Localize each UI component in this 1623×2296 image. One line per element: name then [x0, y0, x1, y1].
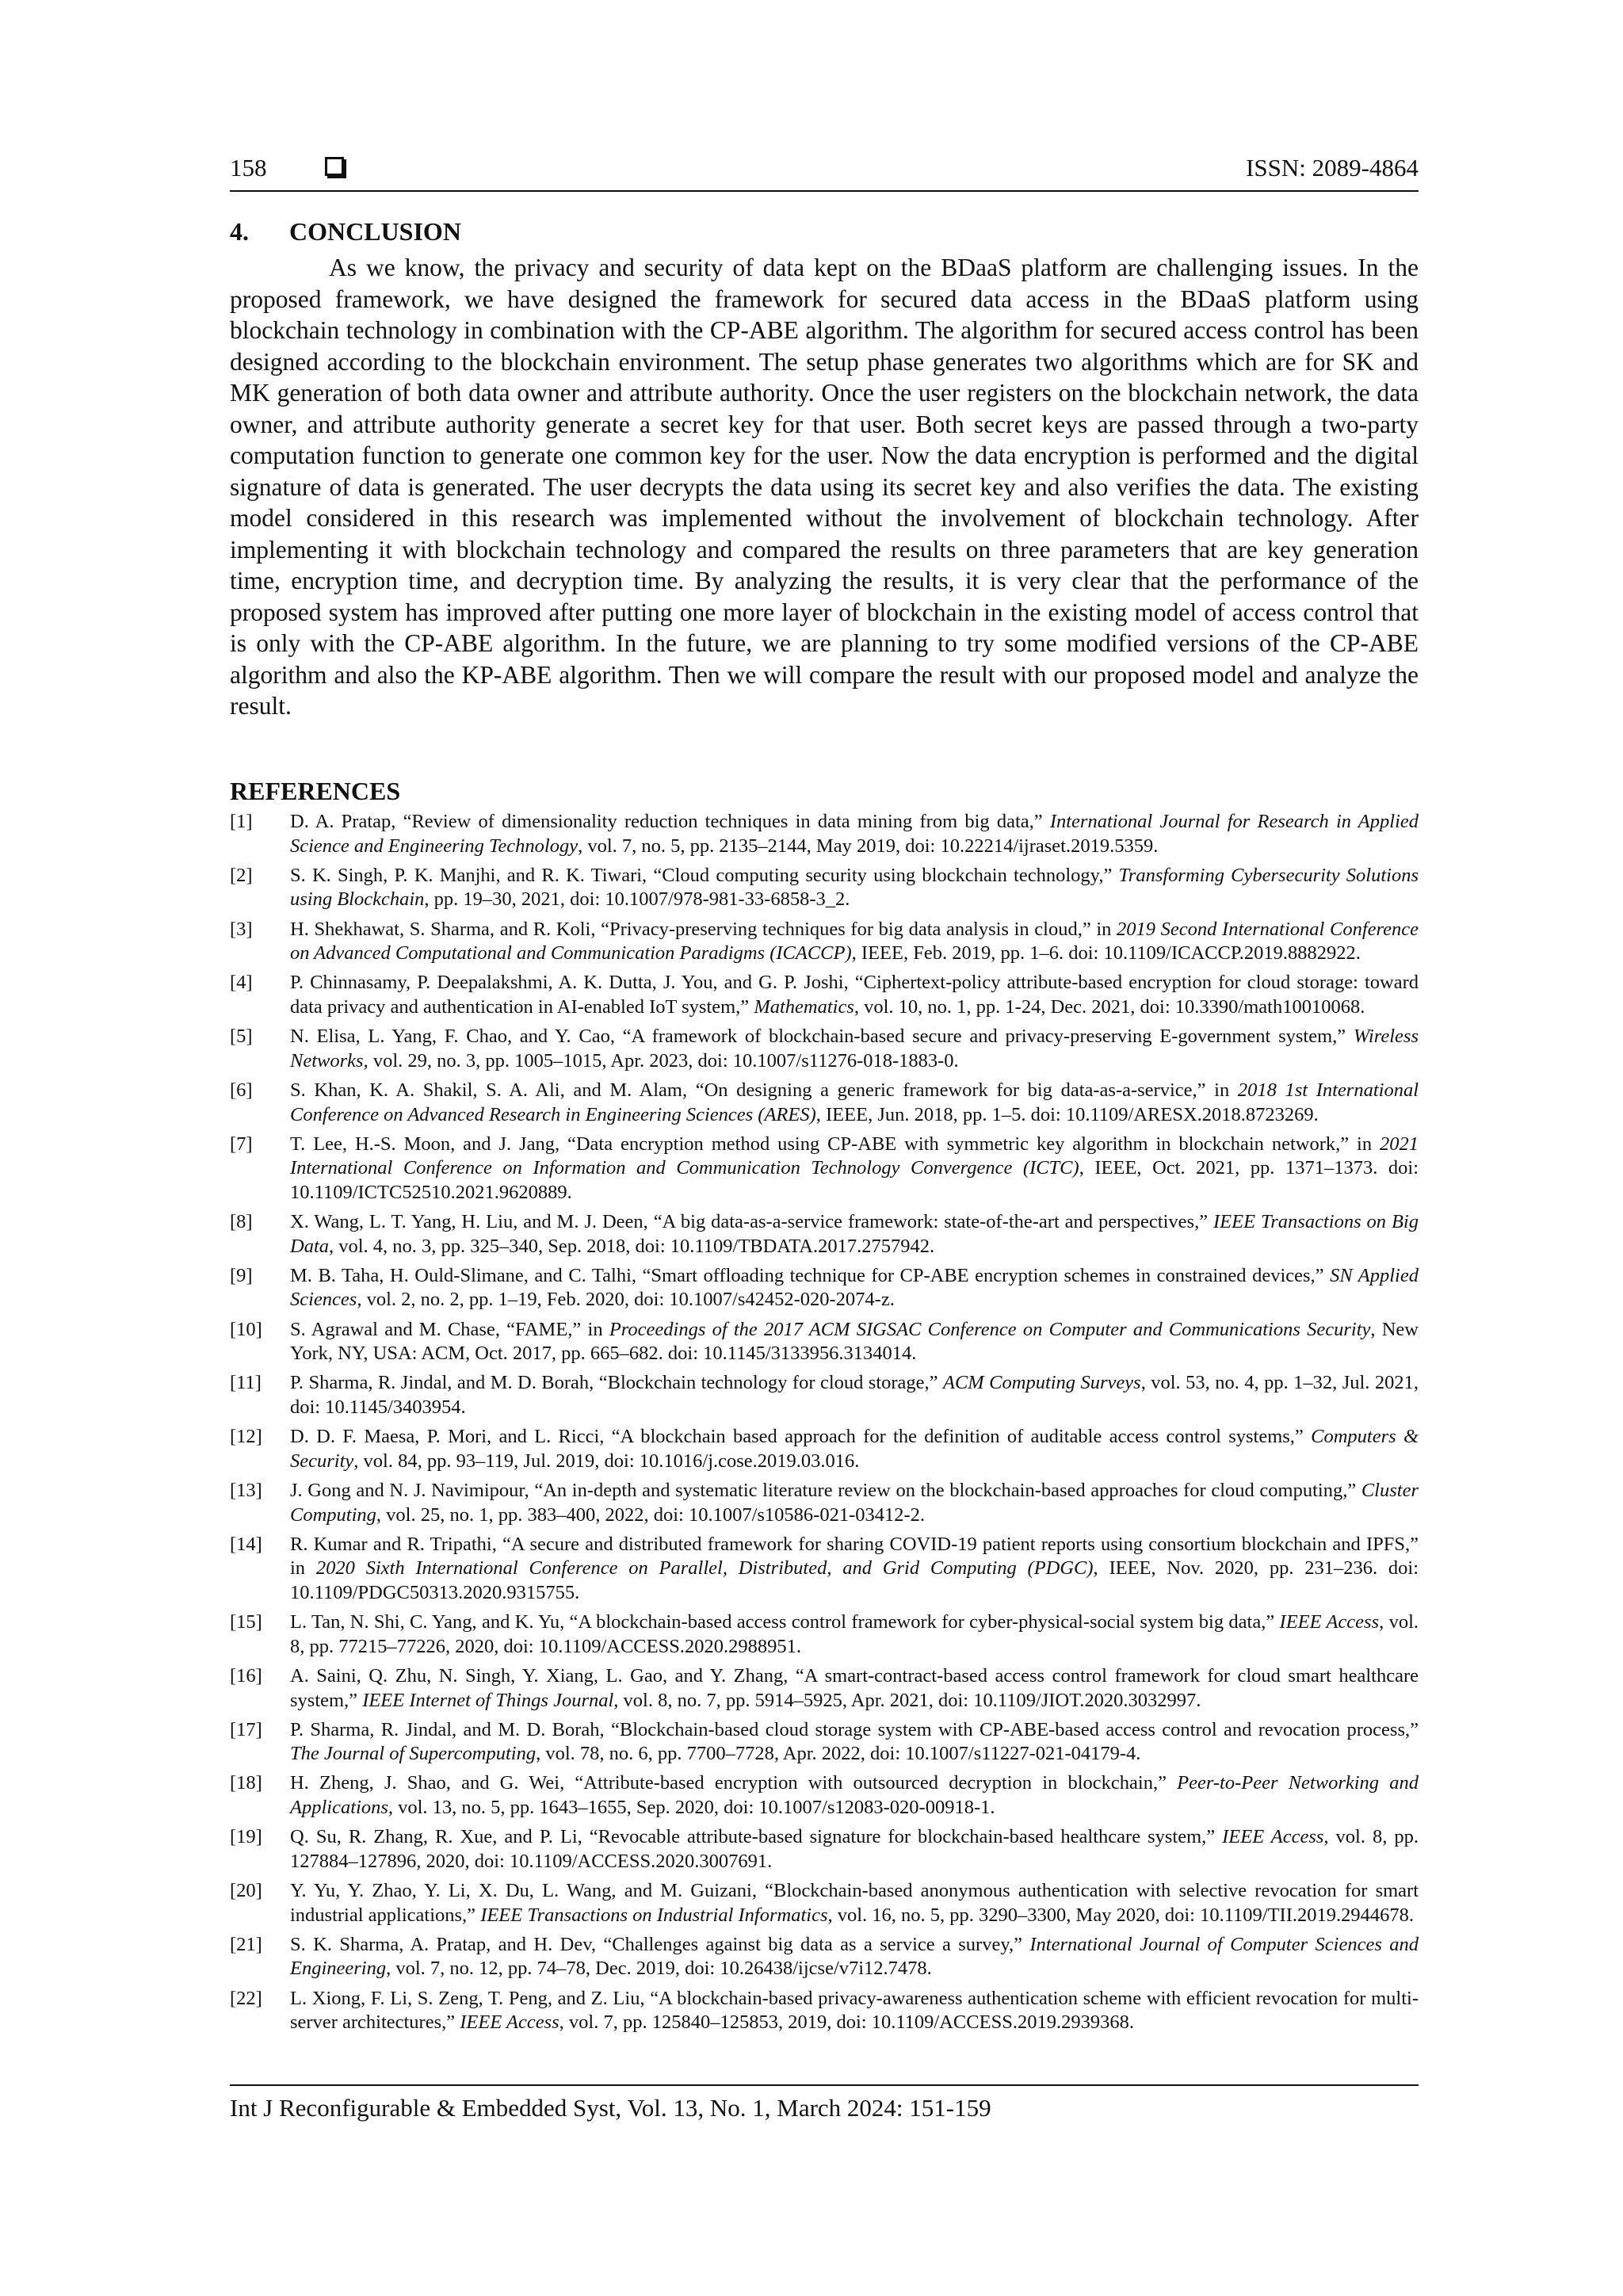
- reference-details: , IEEE, Feb. 2019, pp. 1–6. doi: 10.1109/ICACCP.2019.8882922.: [851, 942, 1361, 965]
- footer-divider: [230, 2084, 1419, 2086]
- reference-number: [13]: [230, 1479, 262, 1501]
- reference-item: [230, 1610, 1419, 1659]
- reference-details: , vol. 10, no. 1, pp. 1-24, Dec. 2021, doi: 10.3390/math10010068.: [854, 995, 1365, 1018]
- reference-venue: IEEE Access: [460, 2011, 559, 2034]
- reference-authors-title: S. K. Singh, P. K. Manjhi, and R. K. Tiwari, “Cloud computing security using blockchain technology,”: [290, 864, 1119, 886]
- reference-item: [230, 1264, 1419, 1312]
- reference-authors-title: A. Saini, Q. Zhu, N. Singh, Y. Xiang, L. Gao, and Y. Zhang, “A smart-contract-based access control framework for cloud smart healthcare system,”: [290, 1664, 1419, 1711]
- reference-details: , vol. 7, no. 5, pp. 2135–2144, May 2019, doi: 10.22214/ijraset.2019.5359.: [578, 835, 1159, 857]
- reference-venue: Proceedings of the 2017 ACM SIGSAC Conference on Computer and Communications Security: [609, 1318, 1371, 1340]
- reference-details: , vol. 78, no. 6, pp. 7700–7728, Apr. 2022, doi: 10.1007/s11227-021-04179-4.: [536, 1743, 1141, 1765]
- reference-number: [15]: [230, 1611, 262, 1633]
- header-divider: [230, 190, 1419, 192]
- reference-item: [230, 1533, 1419, 1606]
- reference-venue: IEEE Internet of Things Journal: [362, 1689, 614, 1711]
- reference-number: [8]: [230, 1211, 253, 1233]
- reference-venue: Computers & Security: [290, 1426, 1419, 1472]
- reference-details: , vol. 84, pp. 93–119, Jul. 2019, doi: 10.1016/j.cose.2019.03.016.: [353, 1450, 860, 1472]
- reference-authors-title: J. Gong and N. J. Navimipour, “An in-depth and systematic literature review on the blockchain-based approaches for cloud computing,”: [290, 1479, 1361, 1501]
- issn: ISSN: 2089-4864: [1246, 154, 1419, 181]
- reference-item: [230, 1133, 1419, 1205]
- reference-details: , pp. 19–30, 2021, doi: 10.1007/978-981-33-6858-3_2.: [424, 888, 850, 911]
- page-header: [230, 152, 1419, 192]
- reference-list: [230, 810, 1419, 2040]
- reference-number: [21]: [230, 1933, 262, 1955]
- reference-number: [6]: [230, 1079, 253, 1101]
- reference-number: [5]: [230, 1026, 253, 1048]
- reference-number: [3]: [230, 918, 253, 940]
- reference-details: , vol. 53, no. 4, pp. 1–32, Jul. 2021, doi: 10.1145/3403954.: [290, 1372, 1419, 1418]
- reference-item: [230, 1479, 1419, 1527]
- page-number: 158: [230, 154, 267, 181]
- page-footer: Int J Reconfigurable & Embedded Syst, Vol. 13, No. 1, March 2024: 151-159: [230, 2094, 991, 2122]
- reference-details: , vol. 2, no. 2, pp. 1–19, Feb. 2020, doi: 10.1007/s42452-020-2074-z.: [357, 1289, 895, 1311]
- reference-authors-title: N. Elisa, L. Yang, F. Chao, and Y. Cao, “A framework of blockchain-based secure and privacy-preserving E-government system,”: [290, 1026, 1354, 1048]
- reference-details: , New York, NY, USA: ACM, Oct. 2017, pp. 665–682. doi: 10.1145/3133956.3134014.: [290, 1318, 1419, 1365]
- reference-item: [230, 1933, 1419, 1981]
- references-heading: REFERENCES: [230, 777, 401, 805]
- reference-number: [22]: [230, 1987, 262, 2009]
- reference-details: , vol. 4, no. 3, pp. 325–340, Sep. 2018, doi: 10.1109/TBDATA.2017.2757942.: [329, 1235, 935, 1257]
- reference-authors-title: L. Tan, N. Shi, C. Yang, and K. Yu, “A blockchain-based access control framework for cyber-physical-social system big data,”: [290, 1611, 1280, 1633]
- reference-venue: 2020 Sixth International Conference on Parallel, Distributed, and Grid Computing (PDGC): [315, 1557, 1094, 1580]
- reference-item: [230, 1771, 1419, 1820]
- reference-authors-title: R. Kumar and R. Tripathi, “A secure and distributed framework for sharing COVID-19 patient reports using consortium blockchain and IPFS,” in: [290, 1533, 1419, 1580]
- reference-venue: International Journal of Computer Sciences and Engineering: [290, 1933, 1419, 1980]
- reference-number: [14]: [230, 1533, 262, 1555]
- reference-details: , vol. 8, pp. 127884–127896, 2020, doi: 10.1109/ACCESS.2020.3007691.: [290, 1826, 1419, 1872]
- reference-authors-title: T. Lee, H.-S. Moon, and J. Jang, “Data encryption method using CP-ABE with symmetric key algorithm in blockchain network,” in: [290, 1133, 1380, 1155]
- reference-details: , vol. 8, no. 7, pp. 5914–5925, Apr. 2021, doi: 10.1109/JIOT.2020.3032997.: [613, 1689, 1201, 1711]
- reference-details: , IEEE, Oct. 2021, pp. 1371–1373. doi: 10.1109/ICTC52510.2021.9620889.: [290, 1157, 1419, 1203]
- reference-venue: IEEE Access: [1222, 1826, 1324, 1848]
- reference-item: [230, 1718, 1419, 1767]
- reference-item: [230, 1825, 1419, 1874]
- reference-authors-title: S. Khan, K. A. Shakil, S. A. Ali, and M. Alam, “On designing a generic framework for big data-as-a-service,” in: [290, 1079, 1238, 1101]
- reference-venue: IEEE Transactions on Big Data: [290, 1211, 1419, 1257]
- reference-item: [230, 1371, 1419, 1419]
- reference-details: , vol. 7, pp. 125840–125853, 2019, doi: 10.1109/ACCESS.2019.2939368.: [559, 2011, 1134, 2034]
- reference-details: , vol. 25, no. 1, pp. 383–400, 2022, doi: 10.1007/s10586-021-03412-2.: [376, 1503, 926, 1526]
- reference-authors-title: P. Chinnasamy, P. Deepalakshmi, A. K. Dutta, J. You, and G. P. Joshi, “Ciphertext-policy attribute-based encryption for cloud storage: toward data privacy and authentication in AI-enabled IoT system,”: [290, 972, 1419, 1018]
- section-title: CONCLUSION: [289, 217, 461, 246]
- reference-authors-title: H. Shekhawat, S. Sharma, and R. Koli, “Privacy-preserving techniques for big data analysis in cloud,” in: [290, 918, 1117, 940]
- reference-authors-title: P. Sharma, R. Jindal, and M. D. Borah, “Blockchain technology for cloud storage,”: [290, 1372, 943, 1394]
- reference-venue: The Journal of Supercomputing: [290, 1743, 537, 1765]
- conclusion-paragraph: As we know, the privacy and security of data kept on the BDaaS platform are challenging issues. In the proposed framework, we have designed the framework for secured data access in the BDaaS platform using blockchain technology in combination with the CP-ABE algorithm. The algorithm for secured access control has been designed according to the blockchain environment. The setup phase generates two algorithms which are for SK and MK generation of both data owner and attribute authority. Once the user registers on the blockchain network, the data owner, and attribute authority generate a secret key for that user. Both secret keys are passed through a two-party computation function to generate one common key for the user. Now the data encryption is performed and the digital signature of data is generated. The user decrypts the data using its secret key and also verifies the data. The existing model considered in this research was implemented without the involvement of blockchain technology. After implementing it with blockchain technology and compared the results on three parameters that are key generation time, encryption time, and decryption time. By analyzing the results, it is very clear that the performance of the proposed system has improved after putting one more layer of blockchain in the existing model of access control that is only with the CP-ABE algorithm. In the future, we are planning to try some modified versions of the CP-ABE algorithm and also the KP-ABE algorithm. Then we will compare the result with our proposed model and analyze the result.: [230, 254, 1419, 720]
- reference-item: [230, 971, 1419, 1019]
- reference-authors-title: S. K. Sharma, A. Pratap, and H. Dev, “Challenges against big data as a service a survey,”: [290, 1933, 1030, 1955]
- reference-venue: Cluster Computing: [290, 1479, 1419, 1526]
- reference-authors-title: D. D. F. Maesa, P. Mori, and L. Ricci, “A blockchain based approach for the definition of auditable access control systems,”: [290, 1426, 1312, 1448]
- reference-item: [230, 918, 1419, 966]
- reference-venue: Mathematics: [754, 995, 854, 1018]
- reference-item: [230, 1318, 1419, 1366]
- reference-item: [230, 1879, 1419, 1927]
- reference-venue: IEEE Transactions on Industrial Informatics: [480, 1904, 828, 1926]
- reference-venue: Peer-to-Peer Networking and Applications: [290, 1772, 1419, 1819]
- reference-authors-title: Q. Su, R. Zhang, R. Xue, and P. Li, “Revocable attribute-based signature for blockchain-based healthcare system,”: [290, 1826, 1223, 1848]
- reference-authors-title: P. Sharma, R. Jindal, and M. D. Borah, “Blockchain-based cloud storage system with CP-ABE-based access control and revocation process,”: [290, 1718, 1419, 1740]
- reference-item: [230, 1664, 1419, 1713]
- reference-number: [16]: [230, 1664, 262, 1687]
- section-number: 4.: [230, 217, 249, 246]
- reference-venue: IEEE Access: [1279, 1611, 1380, 1633]
- reference-details: , vol. 8, pp. 77215–77226, 2020, doi: 10.1109/ACCESS.2020.2988951.: [290, 1611, 1419, 1657]
- reference-item: [230, 864, 1419, 912]
- reference-authors-title: H. Zheng, J. Shao, and G. Wei, “Attribute-based encryption with outsourced decryption in blockchain,”: [290, 1772, 1178, 1794]
- reference-authors-title: Y. Yu, Y. Zhao, Y. Li, X. Du, L. Wang, and M. Guizani, “Blockchain-based anonymous authentication with selective revocation for smart industrial applications,”: [290, 1880, 1419, 1926]
- reference-number: [4]: [230, 972, 253, 994]
- reference-number: [19]: [230, 1826, 262, 1848]
- reference-number: [1]: [230, 811, 253, 832]
- reference-item: [230, 1425, 1419, 1473]
- reference-venue: Wireless Networks: [290, 1026, 1419, 1072]
- reference-item: [230, 1987, 1419, 2035]
- reference-authors-title: X. Wang, L. T. Yang, H. Liu, and M. J. Deen, “A big data-as-a-service framework: state-of-the-art and perspectives,”: [290, 1211, 1213, 1233]
- reference-venue: 2021 International Conference on Information and Communication Technology Convergence (ICTC): [290, 1133, 1419, 1179]
- reference-number: [20]: [230, 1880, 262, 1902]
- reference-details: , vol. 7, no. 12, pp. 74–78, Dec. 2019, doi: 10.26438/ijcse/v7i12.7478.: [386, 1958, 932, 1980]
- reference-number: [2]: [230, 864, 253, 886]
- reference-item: [230, 810, 1419, 858]
- reference-details: , vol. 13, no. 5, pp. 1643–1655, Sep. 2020, doi: 10.1007/s12083-020-00918-1.: [388, 1797, 995, 1819]
- reference-details: , IEEE, Nov. 2020, pp. 231–236. doi: 10.1109/PDGC50313.2020.9315755.: [290, 1557, 1419, 1603]
- reference-authors-title: S. Agrawal and M. Chase, “FAME,” in: [290, 1318, 609, 1340]
- reference-venue: International Journal for Research in Applied Science and Engineering Technology: [290, 811, 1419, 857]
- reference-number: [17]: [230, 1718, 262, 1740]
- reference-venue: Transforming Cybersecurity Solutions using Blockchain: [290, 864, 1419, 911]
- section-heading: [230, 217, 461, 246]
- reference-item: [230, 1079, 1419, 1127]
- reference-authors-title: M. B. Taha, H. Ould-Slimane, and C. Talhi, “Smart offloading technique for CP-ABE encryption schemes in constrained devices,”: [290, 1264, 1331, 1286]
- reference-details: , vol. 29, no. 3, pp. 1005–1015, Apr. 2023, doi: 10.1007/s11276-018-1883-0.: [363, 1049, 959, 1072]
- reference-authors-title: D. A. Pratap, “Review of dimensionality reduction techniques in data mining from big data,”: [290, 811, 1050, 832]
- reference-venue: 2018 1st International Conference on Advanced Research in Engineering Sciences (ARES): [290, 1079, 1419, 1125]
- reference-number: [12]: [230, 1426, 262, 1448]
- reference-authors-title: L. Xiong, F. Li, S. Zeng, T. Peng, and Z. Liu, “A blockchain-based privacy-awareness authentication scheme with efficient revocation for multi-server architectures,”: [290, 1987, 1419, 2034]
- reference-venue: SN Applied Sciences: [290, 1264, 1419, 1311]
- reference-details: , IEEE, Jun. 2018, pp. 1–5. doi: 10.1109/ARESX.2018.8723269.: [815, 1103, 1319, 1125]
- reference-number: [9]: [230, 1264, 253, 1286]
- reference-number: [7]: [230, 1133, 253, 1155]
- reference-number: [11]: [230, 1372, 262, 1394]
- reference-venue: ACM Computing Surveys: [943, 1372, 1141, 1394]
- reference-item: [230, 1210, 1419, 1259]
- reference-number: [10]: [230, 1318, 262, 1340]
- reference-item: [230, 1025, 1419, 1073]
- reference-details: , vol. 16, no. 5, pp. 3290–3300, May 2020, doi: 10.1109/TII.2019.2944678.: [827, 1904, 1414, 1926]
- reference-number: [18]: [230, 1772, 262, 1794]
- reference-venue: 2019 Second International Conference on Advanced Computational and Communication Paradigms (ICACCP): [290, 918, 1419, 965]
- square-bullet-icon: [325, 157, 344, 176]
